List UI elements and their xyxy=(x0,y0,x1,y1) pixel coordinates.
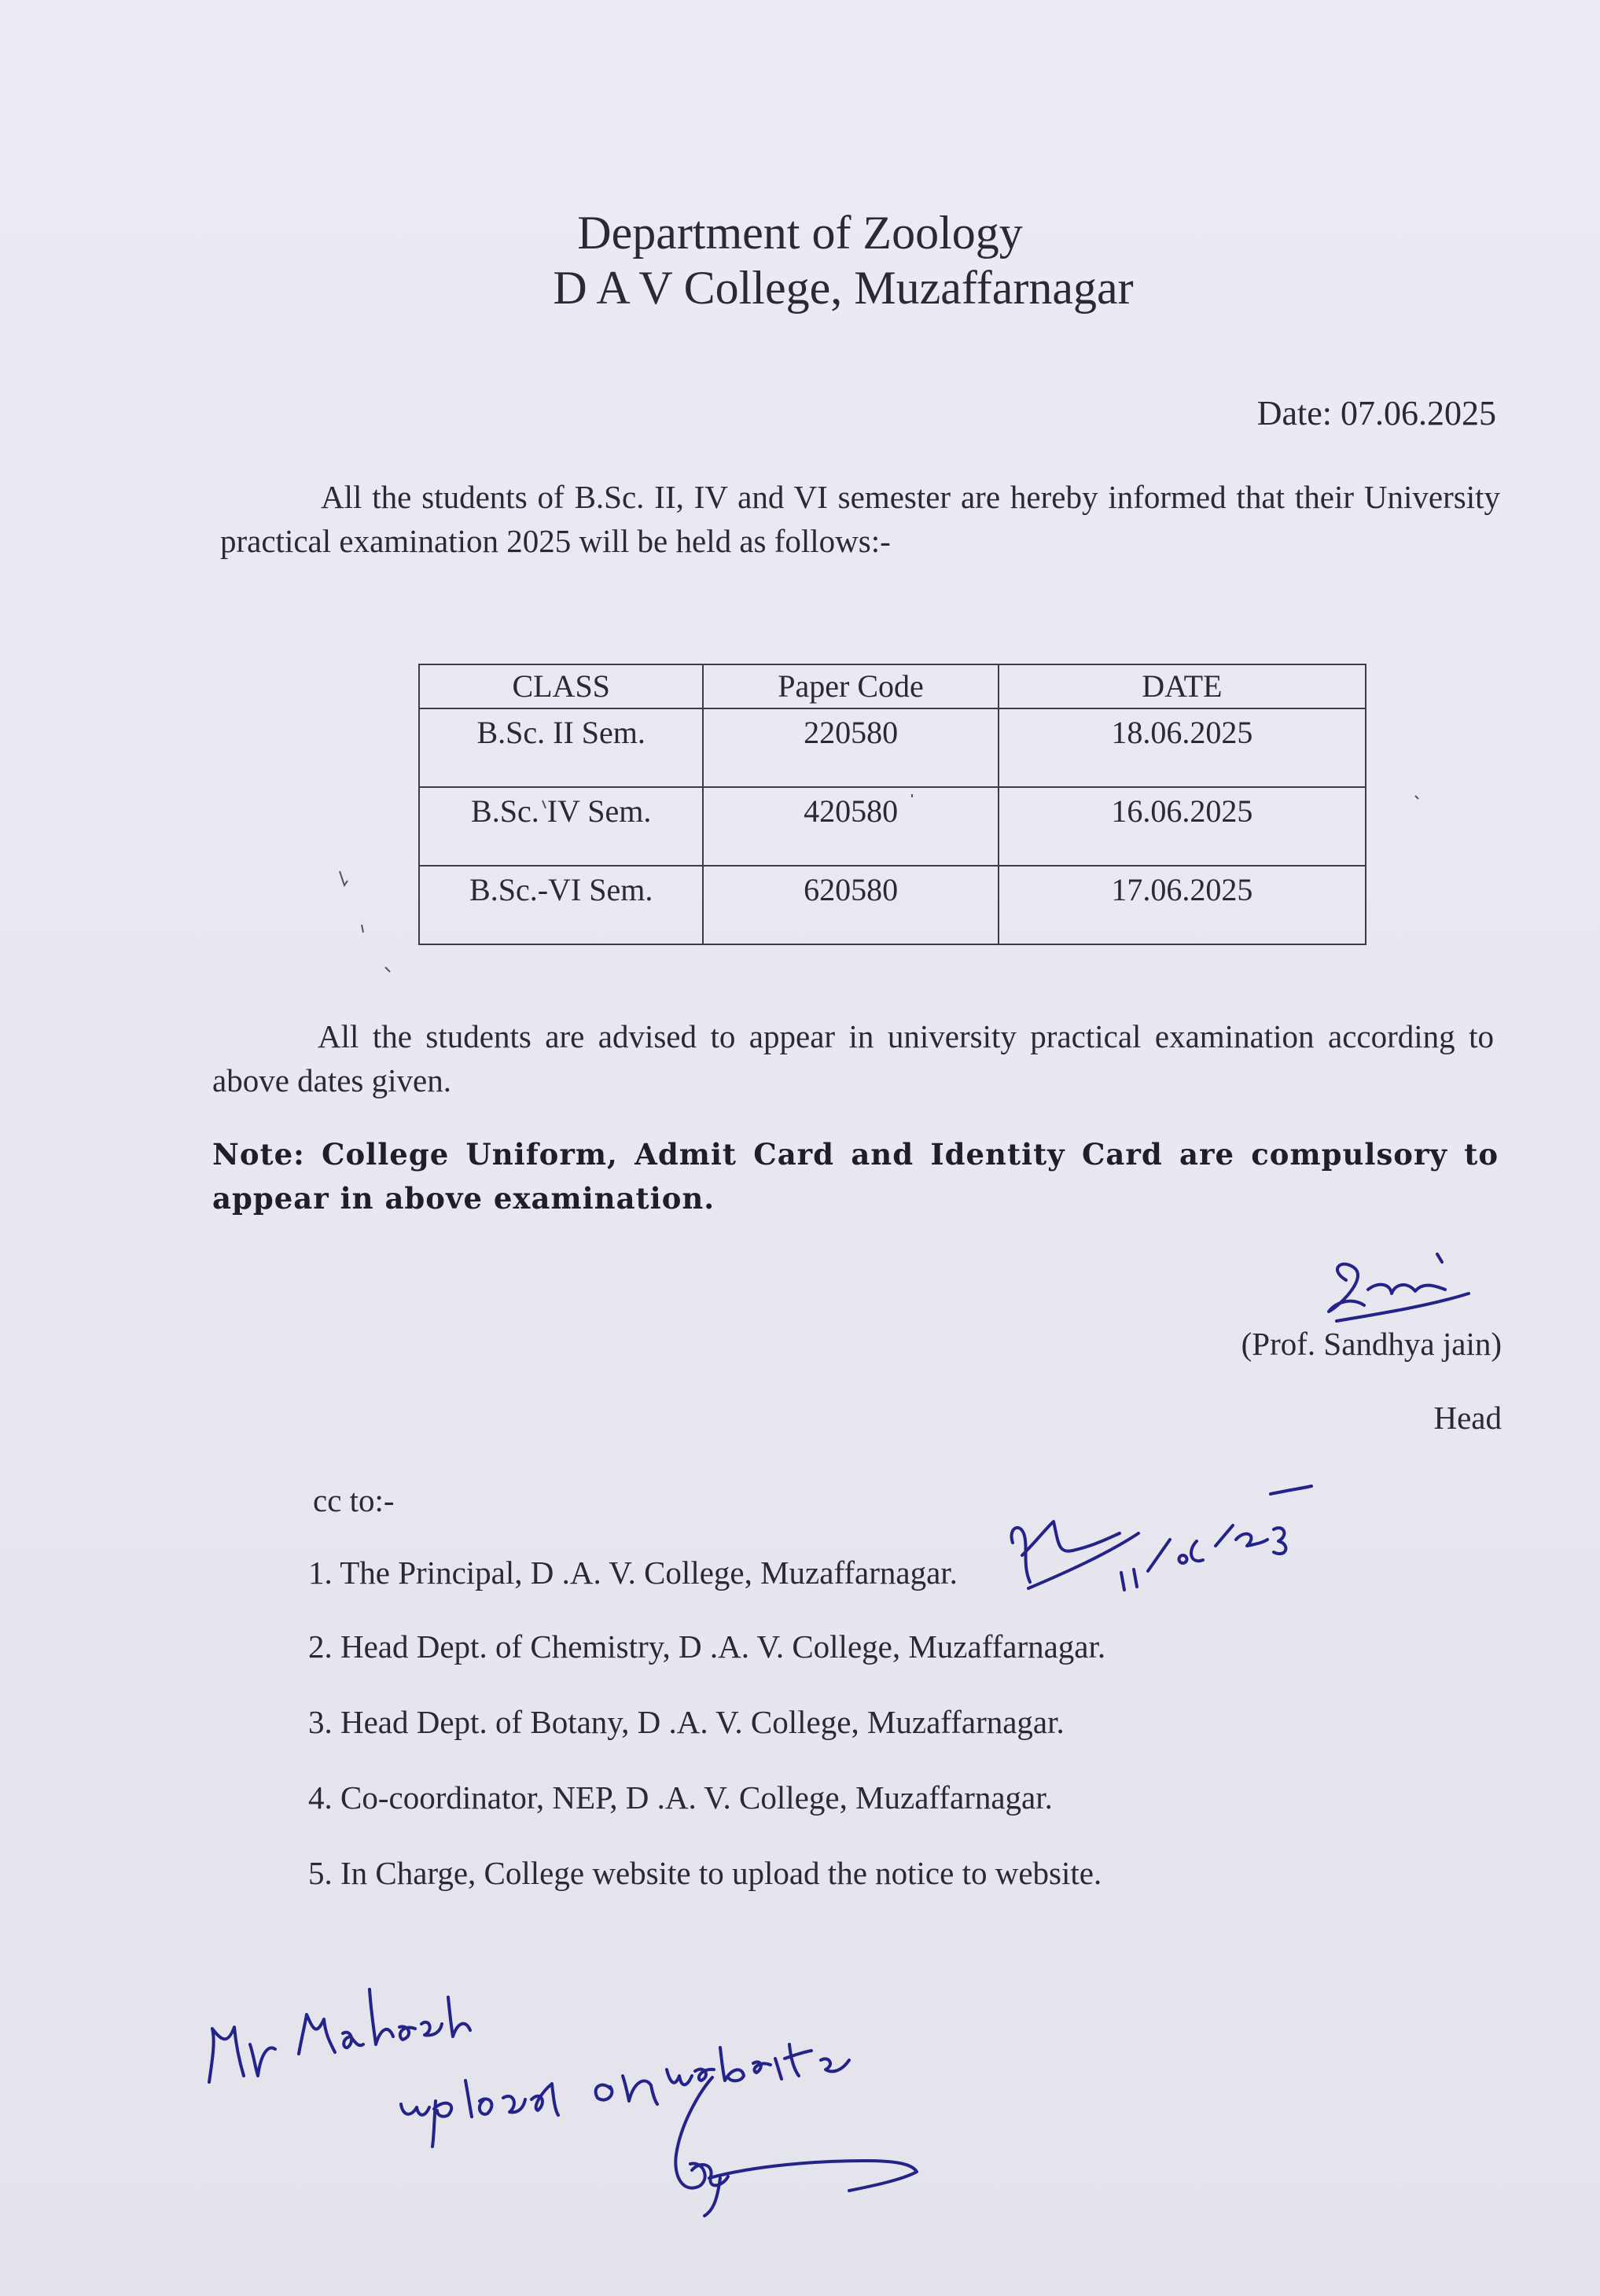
underline-stroke xyxy=(709,2161,917,2191)
department-title: Department of Zoology xyxy=(577,207,1023,259)
principal-signature xyxy=(1012,1521,1138,1588)
paper-code-cell: 620580 xyxy=(703,866,998,944)
date-cell: 16.06.2025 xyxy=(999,787,1366,866)
received-date-mark xyxy=(1121,1486,1311,1590)
initial-signature xyxy=(675,2077,728,2216)
class-cell: B.Sc. IV Sem. xyxy=(419,787,703,866)
cc-item: 4. Co-coordinator, NEP, D .A. V. College, Muzaffarnagar. xyxy=(308,1779,1053,1816)
date-cell: 17.06.2025 xyxy=(999,866,1366,944)
column-header-date: DATE xyxy=(999,664,1366,708)
signatory-title: Head xyxy=(1433,1400,1502,1436)
cc-label: cc to:- xyxy=(313,1482,395,1518)
advice-paragraph: All the students are advised to appear in university practical examination according to above dates given. xyxy=(212,1018,1494,1098)
column-header-class: CLASS xyxy=(419,664,703,708)
paper-code-cell: 220580 xyxy=(703,708,998,787)
class-cell: B.Sc. II Sem. xyxy=(419,708,703,787)
college-title: D A V College, Muzaffarnagar xyxy=(553,262,1134,314)
column-header-paper-code: Paper Code xyxy=(703,664,998,708)
date-cell: 18.06.2025 xyxy=(999,708,1366,787)
cc-item: 2. Head Dept. of Chemistry, D .A. V. College, Muzaffarnagar. xyxy=(308,1628,1106,1665)
notice-date: Date: 07.06.2025 xyxy=(1256,394,1496,432)
head-signature xyxy=(1329,1264,1469,1321)
class-cell: B.Sc.-VI Sem. xyxy=(419,866,703,944)
cc-item: 3. Head Dept. of Botany, D .A. V. College, Muzaffarnagar. xyxy=(308,1704,1065,1740)
note-paragraph: Note: College Uniform, Admit Card and Identity Card are compulsory to appear in above examination. xyxy=(212,1137,1499,1216)
paper-code-cell: 420580 xyxy=(703,787,998,866)
intro-paragraph: All the students of B.Sc. II, IV and VI semester are hereby informed that their University practical examination 2025 will be held as follows:- xyxy=(220,479,1500,559)
cc-item: 1. The Principal, D .A. V. College, Muzaffarnagar. xyxy=(308,1555,958,1591)
instruction-mr-mahesh xyxy=(209,1989,470,2082)
signatory-name: (Prof. Sandhya jain) xyxy=(1241,1326,1502,1362)
cc-item: 5. In Charge, College website to upload the notice to website. xyxy=(308,1855,1102,1891)
instruction-upload-on-website xyxy=(401,2044,849,2147)
